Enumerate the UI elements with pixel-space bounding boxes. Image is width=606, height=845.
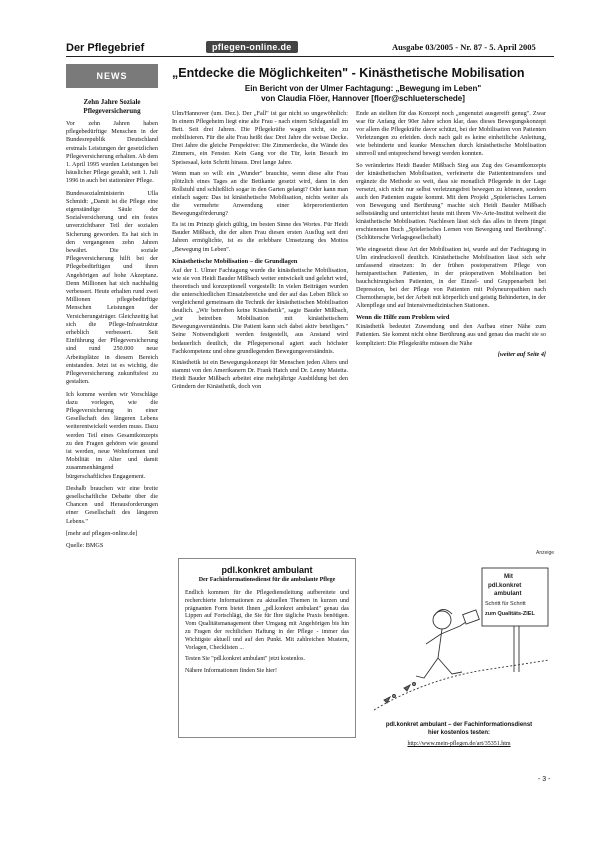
advert-caption	[364, 722, 554, 737]
issue-info: Ausgabe 03/2005 - Nr. 87 - 5. April 2005	[392, 42, 536, 52]
continued-link[interactable]: [weiter auf Seite 4]	[497, 350, 546, 358]
sidebar-paragraph: Deshalb brauchen wir eine breite gesellschaftliche Debatte über die Chancen und Herausforderungen einer Gesellschaft des längeren Lebens."	[66, 484, 158, 525]
sign-text: ambulant	[494, 590, 522, 597]
sidebar-text	[66, 120, 158, 550]
sidebar-paragraph: Bundessozialministerin Ulla Schmidt: „Damit ist die Pflege eine eigenständige Säule der Sozialversicherung und ein festes unverzichtbarer Teil der sozialen Sicherung geworden. Es hat sich in den vergangenen zehn Jahren bewährt. Die soziale Pflegeversicherung hilft bei der Pflegebedürftigen und ihren Angehörigen auf hohe Akzeptanz. Denn Millionen hat sich nachhaltig verbessert. Heute erhalten rund zwei Millionen pflegebedürftige Menschen Leistungen der Versicherungsträger. Gleichzeitig hat sich die Pflege-Infrastruktur erheblich verbessert. Seit Einführung der Pflegeversicherung sind rund 250.000 neue Arbeitsplätze in diesem Bereich entstanden. Jetzt ist es wichtig, die Pflegeversicherung zukunftsfest zu gestalten.	[66, 189, 158, 386]
article-title: „Entdecke die Möglichkeiten" - Kinästhetische Mobilisation	[172, 66, 525, 80]
sidebar-source: Quelle: BMGS	[66, 541, 104, 549]
advert-link[interactable]: http://www.mein-pflegen.de/art/35351.htm	[407, 741, 511, 747]
article-subtitle	[172, 84, 554, 104]
sign-text: zum Qualitäts-ZIEL	[485, 611, 535, 617]
advert-illustration[interactable]	[364, 560, 554, 720]
article-paragraph: Kinästhetik bedeutet Zuwendung und den Aufbau einer Nähe zum Patienten. Sie kommt nicht ohne Berührung aus und genau das macht sie so kompliziert: Die Pflegekräfte müssen die Nähe	[356, 323, 546, 347]
sidebar-news	[66, 64, 158, 725]
sidebar-paragraph: Vor zehn Jahren haben pflegebedürftige Menschen in der Bundesrepublik Deutschland erstmals Leistungen der gesetzlichen Pflegeversicherung erhalten. Ab dem 1. April 1995 wurden Leistungen bei häuslicher Pflege gezahlt, seit 1. Juli 1996 in auch bei stationärer Pflege.	[66, 120, 158, 185]
site-badge[interactable]: pflegen-online.de	[206, 41, 298, 53]
advert-caption-line: pdl.konkret ambulant – der Fachinformationsdienst	[385, 722, 533, 728]
promo-title: pdl.konkret ambulant	[221, 565, 313, 575]
article-paragraph: Kinästhetik ist ein Bewegungskonzept für Menschen jeden Alters und stammt von den Amerikanern Dr. Frank Hatch und Dr. Lenny Maietta. Heidi Bauder Mißbach arbeitet eine mehrjährige Ausbildung bei den Gründern der Kinästhetik, doch von	[172, 358, 348, 390]
news-label: NEWS	[66, 64, 158, 88]
publication-name: Der Pflegebrief	[66, 42, 145, 54]
article-column-1	[172, 110, 348, 542]
article-paragraph: Ulm/Hannover (um. Dez.). Der „Fall" ist gar nicht so ungewöhnlich: In einem Pflegeheim liegt eine alte Frau - nach einem Schlaganfall im Bett. Seit drei Jahren. Die Pflegekräfte wagen nicht, sie zu mobilisieren. Für die alte Frau heißt das: Drei Jahre die weisse Decke. Drei Jahre die gleiche Perspektive: Die Zimmerdecke, die Wände des Zimmers, ein Fenster. Kein Gang vor die Tür, kein Besuch im Speisesaal, kein Schritt hinaus. Drei lange Jahre.	[172, 110, 348, 166]
sign-text: Schritt für Schritt	[485, 601, 526, 607]
article-paragraph: Wie eingesetzt diese Art der Mobilisation ist, wurde auf der Fachtagung in Ulm eindrucksvoll deutlich. Kinästhetische Mobilisation lässt sich sehr umfassend einsetzen: In der frühen postoperativen Pflege von hemiparetischen Patienten, in der präoperativen Mobilisation bei bauchchirurgischen Patienten, in der Einzel- und Gruppenarbeit bei Depression, bei der Pflege von Patienten mit Polyneuropathien nach Chemotherapie, bei der Arbeit mit körperlich und geistig Behinderten, in der Altenpflege und auf Intensivmedizinischen Stationen.	[356, 245, 546, 310]
article-column-2	[356, 110, 546, 540]
article-paragraph: Wenn man so will: ein „Wunder" brauchte, wenn diese alte Frau plötzlich eines Tages an die Bettkante gesetzt wird, dann in den Rollstuhl und schließlich sogar in den Garten gelangt? Oder kann man einfach sagen: Das ist kinästhetische Mobilisation, nichts weiter als die vermehrte Anwendung einer körperorientierten Bewegungsförderung?	[172, 169, 348, 218]
article-author: von Claudia Flöer, Hannover [floer@schlueterschede]	[261, 94, 465, 103]
page-number: - 3 -	[538, 776, 551, 783]
article-paragraph: Auf der 1. Ulmer Fachtagung wurde die kinästhetische Mobilisation, wie sie von Heidi Bauder Mißbach weiter entwickelt und gelehrt wird, theoretisch und konzeptionell vorgestellt: In vielen Beiträgen wurden die unterschiedlichen Einsatzbereiche und der auf das Leben Blick so vergleichend gemeinsam die Technik der kinästhetischen Mobilisation deutlich. „Wir betreiben keine Kinästhetik", sagte Bauder Mißbach, „wir betreiben Mobilisation mit kinästhetischem Bewegungsverständnis. Die Patient kann sich dabei aktiv beteiligen." Seine Notwendigkeit werden festgestellt, aus Anstand wird bedauerlich deutlich, die Pflegepersonal agiert auch höchster Fachkompetenz und ohne grundlegenden Bewegungsverständnis.	[172, 266, 348, 355]
promo-box	[178, 558, 356, 738]
promo-info-link[interactable]: Nähere Informationen finden Sie hier!	[185, 668, 277, 675]
article-paragraph: Es ist im Prinzip gleich gültig, im besten Sinne des Wortes. Für Heidi Bauder Mißbach, die der alten Frau diesen ersten Ausflug seit drei Jahren ermöglichte, ist es die erlebbare Umsetzung des Mottos „Bewegung im Leben".	[172, 221, 348, 253]
promo-test-link[interactable]: Testen Sie "pdl.konkret ambulant" jetzt kostenlos.	[185, 656, 305, 663]
article-paragraph: Ende an stellten für das Konzept noch „ungenutzt ausgereift genug". Zwar war für Anfang der 90er Jahre schon klar, dass dieses Bewegungskonzept vor allem die Pflegekräfte davor schützt, bei der Mobilisation von Patienten Verletzungen zu erleiden. doch nach galt es keine einheitliche Anleitung, wie behinderte und kranke Menschen durch kinästhetische Mobilisation sinnvoll und entsprechend bewegt werden konnten.	[356, 110, 546, 158]
promo-paragraph: Endlich kommen für die Pflegedienstleitung aufbereitete und recherchierte Informationen zu aktuellen Themen in kurzen und prägnanten Form bietet Ihnen „pdl.konkret ambulant" genau das Lippen auf Fortschlägt, die Sie für Ihre tägliche Praxis benötigen. Vom Qualitätsmanagement über Umgang mit Angehörigen bis hin zu Fragen der rechtlichen Haftung in der Pflege - immer das Wichtigste aktuell und auf den Punkt. Mit zahlreichen Mustern, Vorlagen, Checklisten ...	[185, 590, 349, 651]
section-heading: Kinästhetische Mobilisation – die Grundlagen	[172, 257, 298, 265]
article-subtitle-line: Ein Bericht von der Ulmer Fachtagung: „Bewegung im Leben"	[244, 84, 482, 93]
sign-text: Mit	[504, 573, 513, 580]
sidebar-title: Zehn Jahre Soziale Pflegeversicherung	[83, 98, 141, 115]
promo-subtitle: Der Fachinformationsdienst für die ambulante Pflege	[198, 577, 336, 583]
sidebar-more-link[interactable]: [mehr auf pflegen-online.de]	[66, 529, 138, 537]
sidebar-paragraph: Ich komme werden wir Vorschläge dazu vorlegen, wie die Pflegeversicherung in einer Gesellschaft des längeren Lebens weiterentwickelt werden muss. Dazu werden Teil eines Gesamtkonzepts zu den Fragen gehören wie gesund ist werden, neue Wohnformen und Mobilität im Alter und damit zusammenhängend bürgerschaftliches Engagement.	[66, 390, 158, 480]
promo-text	[185, 590, 349, 676]
advert-label: Anzeige	[536, 550, 555, 556]
header-divider	[66, 56, 554, 57]
section-heading: Wenn die Hilfe zum Problem wird	[356, 314, 450, 322]
article-paragraph: So verändertes Heidi Bauder Mißbach Sieg aus Zug des Gesamtkonzepts der kinästhetischen Mobilisation, verfeinerte die Patiententransfers und ergänzte die Methode so weit, dass sie monatlich Pflegende in der Lage versetzt, sich nicht nur selbst verletzungsfrei bewegen zu können, sondern auch den Patienten zugute kommt. Mit dem Projekt „Spielerisches Lernen von Bewegung und Berührung" machte sich Heidi Bauder Mißbach selbstständig und unterrichtet heute mit ihrem Viv-Arte-Institut weltweit die kinästhetische Mobilisation. Nachlesen lässt sich das alles in ihrem jüngst erschienenen Buch „Spielerisches Lernen von Bewegung und Berührung". (Schlütersche Verlagsgesellschaft)	[356, 161, 546, 242]
advert-caption-line: hier kostenlos testen:	[427, 729, 490, 736]
sign-text: pdl.konkret	[488, 582, 522, 589]
